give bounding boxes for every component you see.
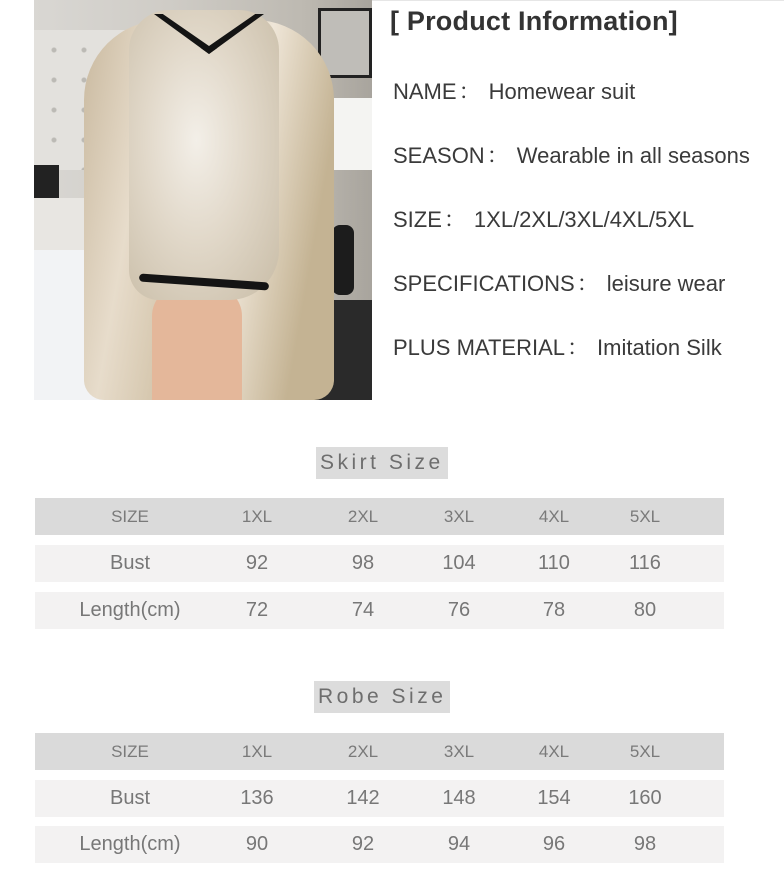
info-label: SPECIFICATIONS (393, 271, 575, 296)
row-label: Bust (109, 552, 151, 574)
table-cell: 98 (633, 833, 657, 855)
table-cell: 110 (538, 552, 570, 574)
table-cell: 92 (245, 552, 269, 574)
table-cell: 80 (633, 599, 657, 621)
column-header: SIZE (111, 507, 149, 526)
table-cell: 76 (447, 599, 471, 621)
pillow-black (34, 165, 59, 200)
table-cell: 116 (629, 552, 661, 574)
table-cell: 160 (628, 787, 662, 809)
table-cell: 96 (542, 833, 566, 855)
info-season (393, 139, 750, 170)
skirt-table-header (35, 498, 724, 535)
info-label: PLUS MATERIAL (393, 335, 565, 360)
skirt-table-row-length (35, 592, 724, 629)
skirt-size-title: Skirt Size (316, 447, 448, 479)
table-cell: 78 (542, 599, 566, 621)
info-name (393, 75, 635, 106)
table-cell: 72 (245, 599, 269, 621)
top-divider (372, 0, 784, 1)
lamp-base (332, 225, 354, 295)
info-separator: ： (566, 335, 589, 360)
table-cell: 136 (240, 787, 274, 809)
product-info-title: [ Product Information] (390, 6, 678, 36)
info-value: Imitation Silk (597, 335, 722, 360)
column-header: 2XL (347, 507, 379, 526)
column-header: 3XL (443, 742, 475, 761)
column-header: 4XL (538, 507, 570, 526)
robe-table-row-bust (35, 780, 724, 817)
product-photo (34, 0, 372, 400)
robe-table-header (35, 733, 724, 770)
table-cell: 92 (351, 833, 375, 855)
model-leg (152, 286, 242, 400)
info-separator: ： (443, 207, 466, 232)
table-cell: 154 (537, 787, 571, 809)
robe-table-row-length (35, 826, 724, 863)
satin-slip-dress (129, 10, 279, 300)
info-label: NAME (393, 79, 457, 104)
info-value: 1XL/2XL/3XL/4XL/5XL (473, 207, 695, 232)
info-separator: ： (458, 79, 481, 104)
column-header: SIZE (111, 742, 149, 761)
column-header: 5XL (629, 742, 661, 761)
column-header: 1XL (241, 742, 273, 761)
info-label: SEASON (393, 143, 485, 168)
row-label: Bust (109, 787, 151, 809)
table-cell: 104 (442, 552, 476, 574)
row-label: Length(cm) (79, 833, 181, 855)
skirt-table-row-bust (35, 545, 724, 582)
column-header: 5XL (629, 507, 661, 526)
table-cell: 94 (447, 833, 471, 855)
info-size (393, 203, 694, 234)
info-specifications (393, 267, 725, 298)
table-cell: 98 (351, 552, 375, 574)
lamp-shade (334, 98, 372, 170)
column-header: 1XL (241, 507, 273, 526)
table-cell: 74 (351, 599, 375, 621)
table-cell: 90 (245, 833, 269, 855)
table-cell: 142 (346, 787, 380, 809)
info-material (393, 331, 722, 362)
info-value: leisure wear (606, 271, 726, 296)
column-header: 4XL (538, 742, 570, 761)
robe-size-title: Robe Size (314, 681, 450, 713)
info-value: Homewear suit (488, 79, 636, 104)
info-separator: ： (486, 143, 509, 168)
table-cell: 148 (442, 787, 476, 809)
row-label: Length(cm) (79, 599, 181, 621)
info-label: SIZE (393, 207, 442, 232)
info-separator: ： (576, 271, 599, 296)
column-header: 2XL (347, 742, 379, 761)
info-value: Wearable in all seasons (516, 143, 750, 168)
column-header: 3XL (443, 507, 475, 526)
